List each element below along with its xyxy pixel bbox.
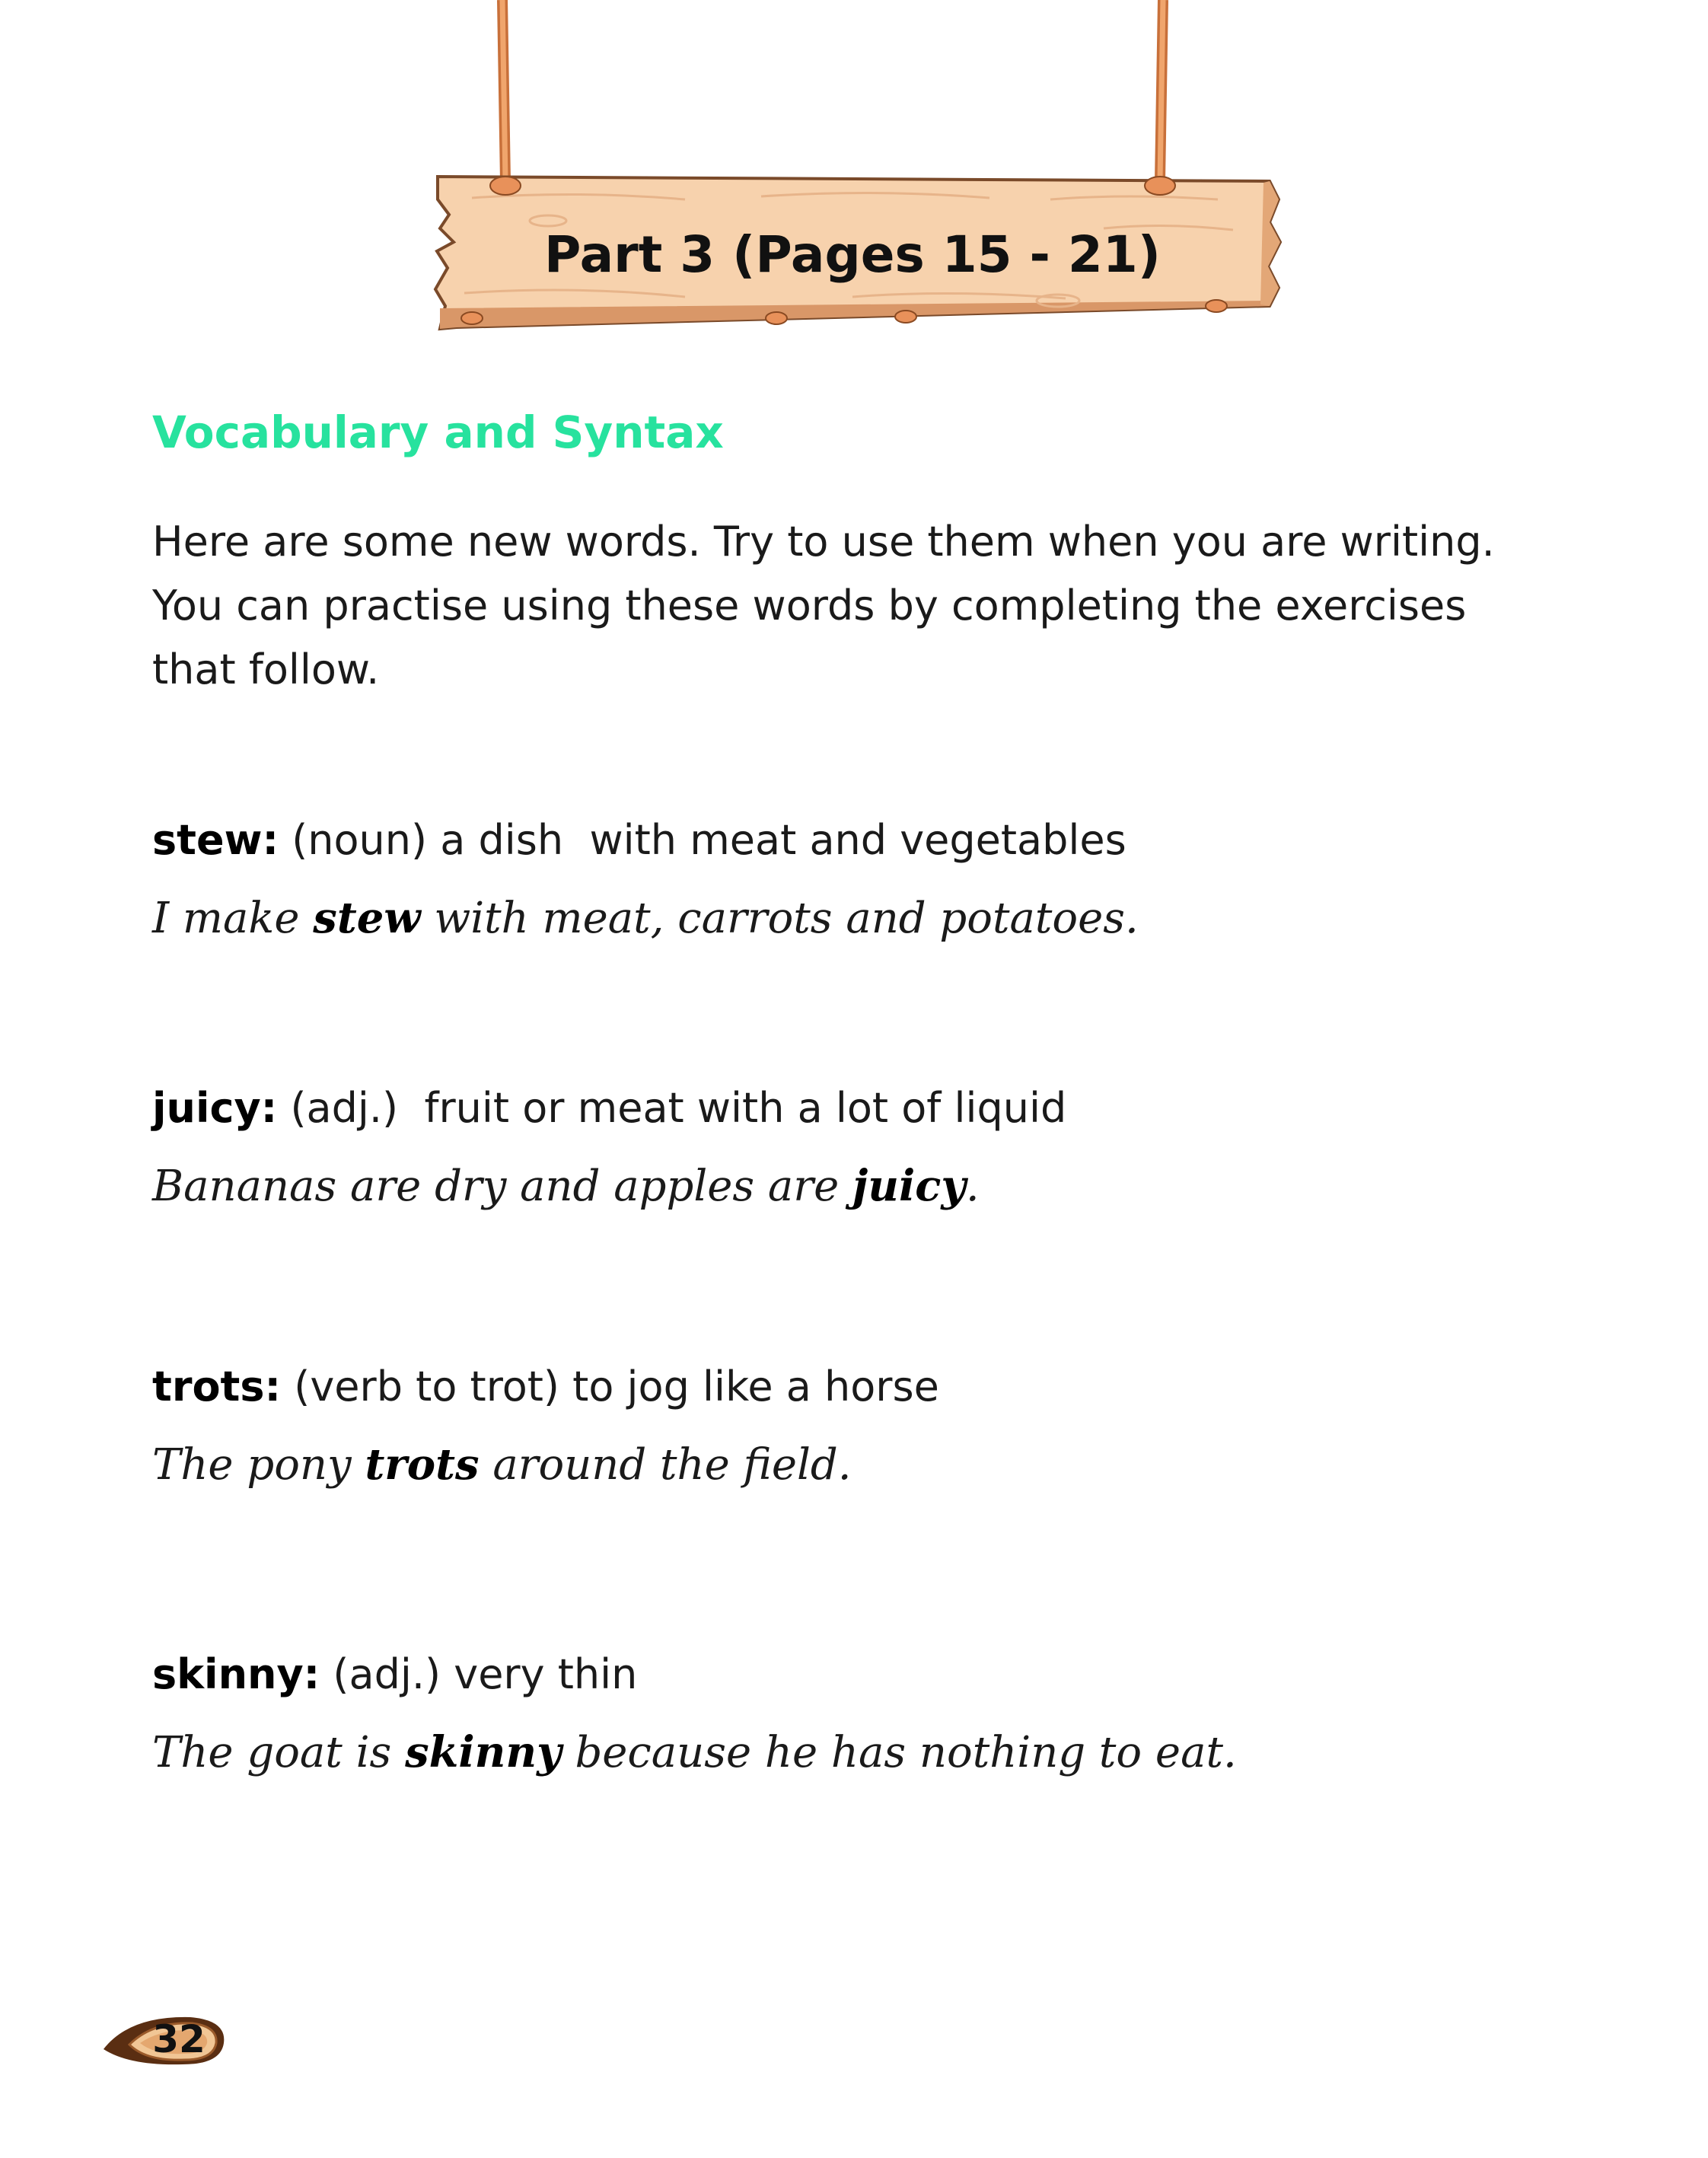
- example-text: .: [965, 1162, 980, 1211]
- example-text: Bananas are dry and apples are: [152, 1162, 853, 1211]
- vocab-definition-text: (noun) a dish with meat and vegetables: [279, 816, 1126, 864]
- vocab-entry-trots: [152, 1356, 1583, 1496]
- vocab-term: juicy:: [152, 1084, 278, 1132]
- example-text: The goat is: [152, 1728, 406, 1777]
- vocab-example: [152, 888, 1583, 949]
- example-keyword: juicy: [852, 1161, 966, 1211]
- vocab-definition-text: (verb to trot) to jog like a horse: [281, 1363, 939, 1411]
- section-heading: Vocabulary and Syntax: [152, 406, 724, 458]
- example-keyword: trots: [365, 1439, 480, 1490]
- vocab-example: [152, 1434, 1583, 1496]
- intro-paragraph: Here are some new words. Try to use them when you are writing. You can practise using these words by completing the exercises that follow.: [152, 518, 1495, 693]
- vocab-entry-juicy: [152, 1078, 1583, 1217]
- vocab-term: stew:: [152, 816, 279, 864]
- example-keyword: skinny: [405, 1727, 562, 1777]
- page-number: 32: [152, 2017, 206, 2061]
- example-text: with meat, carrots and potatoes.: [420, 894, 1139, 943]
- example-text: around the field.: [479, 1440, 852, 1490]
- vocab-definition: [152, 810, 1583, 871]
- example-text: The pony: [152, 1440, 365, 1490]
- example-keyword: stew: [313, 893, 421, 943]
- wooden-sign-graphic: [0, 0, 1708, 350]
- vocab-definition: [152, 1078, 1583, 1139]
- vocab-definition: [152, 1356, 1583, 1417]
- vocab-definition-text: (adj.) fruit or meat with a lot of liquid: [277, 1084, 1067, 1132]
- vocab-term: trots:: [152, 1363, 282, 1411]
- vocab-entry-skinny: [152, 1644, 1583, 1783]
- vocab-term: skinny:: [152, 1650, 320, 1698]
- sign-title: Part 3 (Pages 15 - 21): [544, 225, 1161, 284]
- example-text: I make: [152, 894, 314, 943]
- example-text: because he has nothing to eat.: [561, 1728, 1237, 1777]
- vocab-definition-text: (adj.) very thin: [320, 1650, 638, 1698]
- vocab-entry-stew: [152, 810, 1583, 949]
- vocab-example: [152, 1722, 1583, 1783]
- vocab-example: [152, 1156, 1583, 1217]
- sign-ropes: [502, 0, 1163, 181]
- vocab-definition: [152, 1644, 1583, 1705]
